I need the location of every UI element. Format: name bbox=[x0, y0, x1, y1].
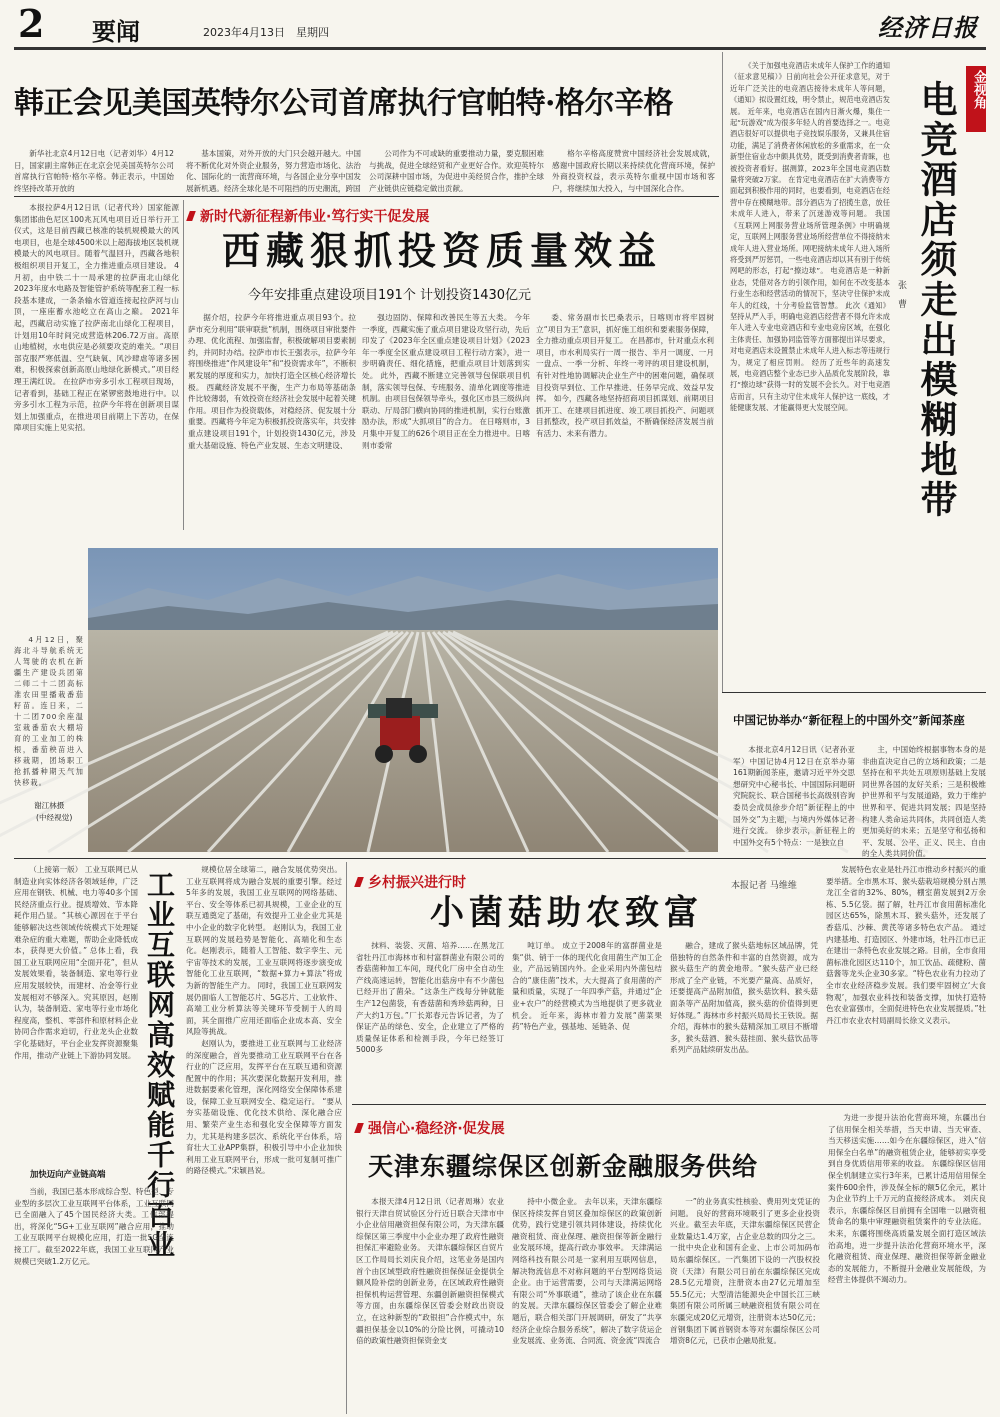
column-badge bbox=[966, 66, 986, 132]
journalist-headline: 中国记协举办“新征程上的中国外交”新闻茶座 bbox=[733, 713, 965, 727]
tibet-banner-label: 新时代新征程新伟业·笃行实干促发展 bbox=[200, 209, 430, 225]
article-han-headline: 韩正会见美国英特尔公司首席执行官帕特·格尔辛格 bbox=[14, 86, 673, 121]
issue-weekday: 星期四 bbox=[296, 26, 329, 39]
industrial-col1b: 当前，我国已基本形成综合型、特色型、专业型的多层次工业互联网平台体系，工业互联网已全面融入了45个国民经济大类。工信部提出，将深化“5G+工业互联网”融合应用，推动工业互联网平台规模化应用，打造一批5G全连接工厂。截至2022年底，我国工业互联网产业规模已突破1.2万亿元。 bbox=[14, 1187, 174, 1266]
column-author: 张 曹 bbox=[896, 280, 906, 308]
mushroom-banner bbox=[356, 872, 466, 892]
tianjin-col2: 持中小微企业。 去年以来，天津东疆综保区持续发挥自贸区叠加综保区的政策创新优势，践行党建引领共同体建设，持续优化融资租赁、商业保理、融资担保等新金融行业发展环境，提高行政办事效率。 天津满运网络科技有限公司是一家利用互联网信息，解决物流信息不对称问题的平台型网络货运企业。由于运营需要，公司与天津满运网络有限公司“外事联通”，推动了该企业在东疆的发展。天津东疆综保区管委会了解企业难题后，联合相关部门开展调研，研发了“共享经济企业综合服务系统”，解决了数字货运企业发展流、业务流、合同流、资金流“四流合 bbox=[512, 1197, 662, 1346]
tibet-col3: 委、常务副市长巴桑表示，日喀则市将牢固树立“项目为王”意识，抓好施工组织和要素服务保障，全力推动重点项目开复工。 在昌都市，针对重点水利项目，市水利局实行一周一报告、半月一调度、一月一盘点、一季一分析、年终一考评的项目建设机制，有针对性地协调解决企业生产中的困难问题，确保项目投资早到位、工作早推进、任务早完成、效益早发挥。 如今，西藏各地坚持招商项目抓谋划、前期项目抓开工、在建项目抓进度、竣工项目抓投产、问题项目抓整改，投产项目抓效益，不断确保经济发展当前有活力、未来有潜力。 bbox=[536, 313, 714, 438]
column-badge-label: 金视角 bbox=[971, 70, 986, 109]
tibet-headline: 西藏狠抓投资质量效益 bbox=[222, 228, 663, 273]
mushroom-col1: 抹料、装袋、灭菌、培养……在黑龙江省牡丹江市海林市和村富群菌业有限公司的香菇菌种加工车间，现代化厂房中全自动生产线高速运转，智能化出菇房中有不少菌包已经开出了菌朵。“这条生产线每分钟就能生产12包菌袋，有香菇菌和秀珍菇两种，日产大约1万包。”厂长郑春元告诉记者，为了保证产品的绿色、安全，企业建立了严格的质量保证体系和检测手段，今年已经签订5000多 bbox=[356, 941, 504, 1055]
page-number: 2 bbox=[18, 1, 45, 46]
article-lazi: 本报拉萨4月12日讯（记者代玲）国家能源集团邯曲色尼区100兆瓦风电项目近日举行开工仪式，这是目前西藏已核准的装机规模最大的风电项目，也是全球4500米以上超海拔地区装机规模最大的风电项目。随着气温回升，西藏各地积极组织项目开复工，全力推进重点项目建设。 4月初，由中铁二十一局承建的拉萨南北山绿化2023年度水电路及智能管护系统等配套工程一标段基本建成，一条条输水管道连接起拉萨河与山顶，一座座蓄水池屹立在高山之巅。 2021年起，西藏启动实施了拉萨南北山绿化工程项目，计划用10年时间完成营造林206.72万亩。高原山地植树，水电供应是必须要攻克的难关。“项目部克服严寒低温、空气缺氧、风沙肆虐等诸多困难，积极探索创新高原山地绿化新模式。”项目经理王满红说。 在拉萨市旁多引水工程项目现场，记者看到，基础工程正在紧锣密鼓地进行中。以旁多引水工程为示范，拉萨今年将在创新项目谋划上加强重点，在推进项目前期上下苦功，在保障项目实施上见实招。 bbox=[14, 203, 179, 433]
article-han-col3: 公司作为不可或缺的重要推动力量，要克服困难与挑战，促进全球经贸和产业更好合作。欢迎英特尔公司深耕中国市场，为促进中美经贸合作，推护全球产业链供应链稳定做出贡献。 bbox=[369, 149, 544, 193]
tibet-col1: 据介绍，拉萨今年将推进重点项目93个。拉萨市充分利用“联审联批”机制，围绕项目审批要件办理、优化流程、加强监督，积极破解项目要素制约，并同时办结。拉萨市市长王强表示，拉萨今年将围绕推进“作风建设年”和“投资需求年”，不断积累发展的厚度和实力，加快打造全区核心经济增长极。 西藏经济发展不平衡，生产力布局等基础条件比较薄弱，有效投资在经济社会发展中起着关键作用。项目作为投资载体，对稳经济、促发展十分重要。西藏将今年定为积极抓投资落实年，共安排重点建设项目191个，计划投资1430亿元，涉及重大基础设施、特色产业发展、生态文明建设、 bbox=[188, 313, 356, 450]
article-han-col1: 新华社北京4月12日电（记者刘华）4月12日，国家副主席韩正在北京会见美国英特尔公司首席执行官帕特·格尔辛格。韩正表示，中国始终坚持改革开放的 bbox=[14, 149, 174, 193]
photo-caption: 4月12日，聚海北斗导航系统无人驾驶的农机在新疆生产建设兵团第二师二十二团高标准农田里播栽番茄籽苗。连日来，二十二团700余座温室栽番茄农大棚培育的工业加工的株根，番茄秧苗进入移栽期，团场职工抢抓播种期天气加快移栽。 bbox=[14, 635, 84, 787]
article-han-col2: 基本国策，对外开放的大门只会越开越大。中国将不断优化对外资企业服务，努力营造市场化、法治化、国际化的一流营商环境，与各国企业分享中国发展新机遇。经济全球化是不可阻挡的历史潮流，跨国 bbox=[186, 149, 361, 193]
banner-mark-icon bbox=[186, 211, 196, 221]
mushroom-byline: 本报记者 马维维 bbox=[731, 881, 797, 891]
tianjin-banner-label: 强信心·稳经济·促发展 bbox=[368, 1121, 505, 1137]
farm-field-image bbox=[88, 548, 718, 852]
industrial-col1: （上接第一版） 工业互联网已从制造业向实体经济各领域延伸，广泛应用在钢铁、机械、电力等40多个国民经济重点行业。提质增效、节本降耗作用凸显。“其核心源因在于平台能够解决这些领域传统模式下处理疑难杂症的重大难题，帮助企业降低成本，获得更大价值。” 总体上看，我国工业互联网应用“全面开花”，但从发展效果看，装备制造、家电等行业应用发展较快，而建材、冶金等行业发展相对不够深入。究其原因，赵刚认为，装备制造、家电等行业市场化程度高，整机、零部件和原材料企业协同合作需求迫切，行业龙头企业数字化基础好，平台企业发挥资源聚集作用，推动产业链上下游协同发展。 bbox=[14, 865, 138, 1060]
photo-credit: 谢江林摄 bbox=[34, 801, 65, 810]
column-title: 电竞酒店须走出模糊地带 bbox=[914, 80, 958, 520]
tibet-subhead: 今年安排重点建设项目191个 计划投资1430亿元 bbox=[248, 288, 532, 303]
banner-mark-icon bbox=[354, 1123, 364, 1133]
industrial-subtitle: 加快迈向产业链高端 bbox=[30, 1169, 106, 1179]
tianjin-col4: 为进一步提升法治化营商环境，东疆出台了信用保全相关举措，当天申请、当天审查、当天移送实施……如今在东疆综保区，进入“信用保全白名单”的融资租赁企业，能够初实享受到自身优质信用带来的收益。 东疆综保区信用保全机制建立实行3年来，已累计适用信用保全案件600余件，涉及保全标的额5亿余元，累计为企业节约上千万元的直接经济成本。 刘庆良表示，东疆综保区目前拥有全国唯一以融资租赁命名的集中审理融资租赁案件的专业法庭。未来，东疆将围绕高质量发展全面打造区域法治高地，进一步提升法治化营商环境水平，深化融资租赁、商业保理、融资担保等新金融业态的发展能力，不断提升金融业发展能级，为经营主体提供不竭动力。 bbox=[828, 1113, 986, 1285]
newspaper-logo: 经济日报 bbox=[878, 13, 978, 42]
mushroom-col3: 融合，建成了猴头菇地标区域品牌，凭借独特的自然条件和丰富的自然资源，成为猴头菇生产的黄金地带。“猴头菇产业已经形成了全产业链，不光要产量高、品质好，还要提高产品附加值，猴头菇饮料、猴头菇面条等产品附加值高，猴头菇的价值得到更好体现。” 海林市乡村振兴局局长王铁说。据介绍，海林市的猴头菇精深加工项目不断增多，猴头菇酒、猴头菇挂面、猴头菇饮品等系列产品陆续研发出品。 bbox=[670, 941, 818, 1055]
mushroom-banner-label: 乡村振兴进行时 bbox=[368, 875, 466, 891]
column-jin-body: 《关于加强电竞酒店未成年人保护工作的通知（征求意见稿）》日前向社会公开征求意见，对于近年广泛关注的电竞酒店接待未成年人等问题，《通知》拟设置红线，明令禁止，规范电竞酒店发展。 近年来，电竞酒店在国内日渐火爆，集住一起“玩游戏”成为很多年轻人的首要选择之一。电竞酒店很好可以提供电子竞技娱乐服务，又兼具住宿功能，满足了消费者休闲放松的多重需求，在一众新型住宿业态中颇具优势，既受到消费者青睐，也被投资者看好。据测算，2023年全国电竞酒店数量将突破2万家。 在肯定电竞酒店在扩大消费等方面起到积极作用的同时，也要看到，电竞酒店在经营中存在模糊地带。部分酒店为了招揽生意，放任未成年人进入，带来了沉迷游戏等问题。 我国《互联网上网服务营业场所管理条例》中明确规定，互联网上网服务营业场所经营单位不得接纳未成年人进入营业场所。网吧接纳未成年人进入场所将受到严厉惩罚，一些电竞酒店却以其有别于传统网吧的形态，打起“擦边球”。 电竞酒店是一种新业态，凭借对各方的引领作用，如何在不改变基本行业生态和经营活动的情况下，坚决守住保护未成年人的红线，十分考验监管智慧。 此次《通知》坚持从严入手，明确电竞酒店经营者不得允许未成年人进入专业电竞酒店和专业电竞房区域，在强化主体责任、加强协同监管等方面都提出详尽要求，对电竞酒店未设置禁止未成年人进入标志等违规行为，规定了相应罚则。 经历了近些年的高速发展，电竞酒店整个业态已步入品质化发展阶段，靠打“擦边球”获得一时的发展不会长久。对于电竞酒店而言，只有主动守住未成年人保护这一底线，才能健康发展、才能赢得更大发展空间。 bbox=[730, 61, 890, 413]
industrial-col2: 规模位居全球第二，融合发展优势突出。工业互联网将成为融合发展的重要引擎。经过5年多的发展，我国工业互联网的网络基础、平台、安全等体系已初具规模，工业企业的互联互通奠定了基础，有效提升工业企业尤其是中小企业的数字化转型。 赵刚认为，我国工业互联网的发展趋势是智能化、高端化和生态化。赵刚表示，随着人工智能、数字孪生、元宇宙等技术的发展，工业互联网将逐步演变成智能化工业互联网，“数据+算力+算法”将成为新的智能生产力。 同时，我国工业互联网发展仍面临人工智能芯片、5G芯片、工业软件、高端工业分析算法等关键环节受制于人的局面，其全面推广应用还面临企业成本高、安全风险等挑战。 赵刚认为，要推进工业互联网与工业经济的深度融合，首先要推动工业互联网平台在各行业的广泛应用，发挥平台在互联互通和资源配置中的作用；其次要深化数据开发利用，推进数据要素化管理，深化网络安全保障体系建设，保障工业互联网安全、稳定运行。 “要从夯实基础设施、优化技术供给、深化融合应用、繁荣产业生态和强化安全保障等方面发力，尤其是构建多层次、系统化平台体系，培育壮大工业APP集群，积极引导中小企业加快利用工业互联网平台，形成一批可复制可推广的路径模式。”宋颖昌说。 bbox=[186, 865, 342, 1176]
mushroom-col4: 发展特色农业是牡丹江市推动乡村振兴的重要举措。全市黑木耳、猴头菇栽培规模分别占黑龙江全省的32%、80%，棚室菌发展到2万余栋、5.5亿袋。据了解，牡丹江市食用菌标准化园区达65%，除黑木耳、猴头菇外，还发展了香菇瓜、沙棘、黄芪等诸多特色农产品。 通过内建基地、打造园区、外建市场，牡丹江市已正在建出一条特色农业发展之路。目前，全市食用菌标准化园区达110个，加工饮品、疏健粉、菌菇酱等龙头企业30多家。“特色农业有力拉动了全市农业经济稳步发展。我们要牢固树立‘大食物观’，加强农业科技和装备支撑，加快打造特色农业富强市，全面促进特色农业发展提质。”牡丹江市农业农村局副局长徐文义表示。 bbox=[826, 865, 986, 1025]
tianjin-banner bbox=[356, 1118, 505, 1138]
tibet-col2: 强边固防、保障和改善民生等五大类。 今年一季度，西藏实施了重点项目建设攻坚行动，先后印发了《2023年全区重点建设项目计划》《2023年一季度全区重点建设项目工程行动方案》，进一步明确责任、细化措施，把重点项目计划落到实处。 此外，西藏不断建立完善领导包保联项目机制，落实领导包保、专班服务、清单化调度等推进机制。由项目包保领导牵头，强化区市县三级纵向联动、厅局部门横向协同的推进机制，实行台账激励办法，形成“大抓项目”的合力。 在日喀则市，3月集中开复工的626个项目正在全力推进中。日喀则市委常 bbox=[362, 313, 530, 450]
mushroom-col2: 吨订单。 成立于2008年的富群菌业是集“供、销于一体的现代化食用菌生产加工企业，产品远销国内外。企业采用内外菌包结合的“康佳菌”技术，大大提高了食用菌的产量和质量，实现了一年四季产菇，并通过“企业+农户”的经营模式为当地提供了更多就业机会。 近年来，海林市着力发展“菌菜果药”特色产业，强基地、延链条、促 bbox=[512, 941, 662, 1032]
mushroom-headline: 小菌菇助农致富 bbox=[430, 893, 703, 933]
journalist-col2: 主，中国始终根据事物本身的是非曲直决定自己的立场和政策；二是坚持在和平共处五项原则基础上发展同世界各国的友好关系；三是积极维护世界和平与发展道路，致力于维护世界和平、促进共同发展；四是坚持构建人类命运共同体，共同创造人类更加美好的未来；五是坚守和弘扬和平、发展、公平、正义、民主、自由的全人类共同价值。 bbox=[862, 745, 986, 859]
tianjin-col1: 本报天津4月12日讯（记者周琳）农业银行天津自贸试验区分行近日联合天津市中小企业信用融资担保有限公司，为天津东疆综保区第三季度中小企业办理了政府性融资担保汇率避险业务。 天津东疆综保区自贸片区工作局局长刘庆良介绍，这笔业务是国内首个由区域型政府性融资担保保证金提供全额风险补偿的创新业务，在区域政府性融资担保机构运营管理、东疆创新融资担保模式等方面，由东疆综保区管委会财政出资设立，在这种新型的“政银担”合作模式中，东疆担保基金以10%的分险比例，可撬动10倍的政策性融资担保资金支 bbox=[356, 1197, 504, 1346]
banner-mark-icon bbox=[354, 877, 364, 887]
industrial-title: 工业互联网高效赋能千行百业 bbox=[143, 870, 176, 1260]
farm-photo bbox=[88, 548, 718, 852]
journalist-col1: 本报北京4月12日讯（记者孙亚军）中国记协4月12日在京举办第161期新闻茶座，邀请习近平外交思想研究中心秘书长、中国国际问题研究院院长、联合国秘书长高级别咨询委员会成员徐步介绍“新征程上的中国外交”为主题，与境内外媒体记者进行交流。 徐步表示，新征程上的中国外交有5个特点：一是独立自 bbox=[733, 745, 855, 847]
photo-credit-agency: (中经视觉) bbox=[36, 813, 73, 822]
issue-date: 2023年4月13日 bbox=[203, 26, 285, 39]
tibet-banner bbox=[188, 206, 429, 226]
tianjin-col3: 一”的业务真实性核验、费用列支凭证的问题。 良好的营商环境吸引了更多企业投资兴业。截至去年底，天津东疆综保区民营企业数量达1.4万家，占企业总数的四分之三。 一批中央企业和国有企业、上市公司加码布局东疆综保区。一汽集团下设的一汽股权投资（天津）有限公司日前在东疆综保区完成28.5亿元增资，注册资本由27亿元增加至55.5亿元；大型清洁能源央企中国长江三峡集团有限公司所属三峡融资租赁有限公司在东疆完成20亿元增资，注册资本达50亿元；首钢集团下属首钢资本等对东疆综保区公司增资8亿元，已获市企融局批复。 bbox=[670, 1197, 820, 1346]
article-han-col4: 格尔辛格高度赞赏中国经济社会发展成就，感谢中国政府长期以来持续优化营商环境，保护外商投资权益，表示英特尔重视中国市场和客户，将继续加大投入，与中国深化合作。 bbox=[552, 149, 715, 193]
tianjin-headline: 天津东疆综保区创新金融服务供给 bbox=[368, 1152, 759, 1181]
section-title: 要闻 bbox=[92, 17, 140, 46]
industrial-col3: 赵刚认为，要推进工业互联网与工业经济的深度融合，首先要推动工业互联网平台在各行业的广泛应用，发挥平台在互联互通和资源配置中的作用；其次要深化数据开发利用，推进数据要素化管理，深化网络安全保障体系建设，保障工业互联网安全、稳定运行。 “要从夯实基础设施、优化技术供给、深化融合应用、繁荣产业生态和强化安全保障等方面发力，尤其是构建多层次、系统化平台体系，培育壮大工业APP集群，积极引导中小企业加快利用工业互联网平台，形成一批可复制可推广的路径模式。”宋颖昌说。 bbox=[186, 1038, 342, 1176]
masthead bbox=[0, 0, 1000, 48]
